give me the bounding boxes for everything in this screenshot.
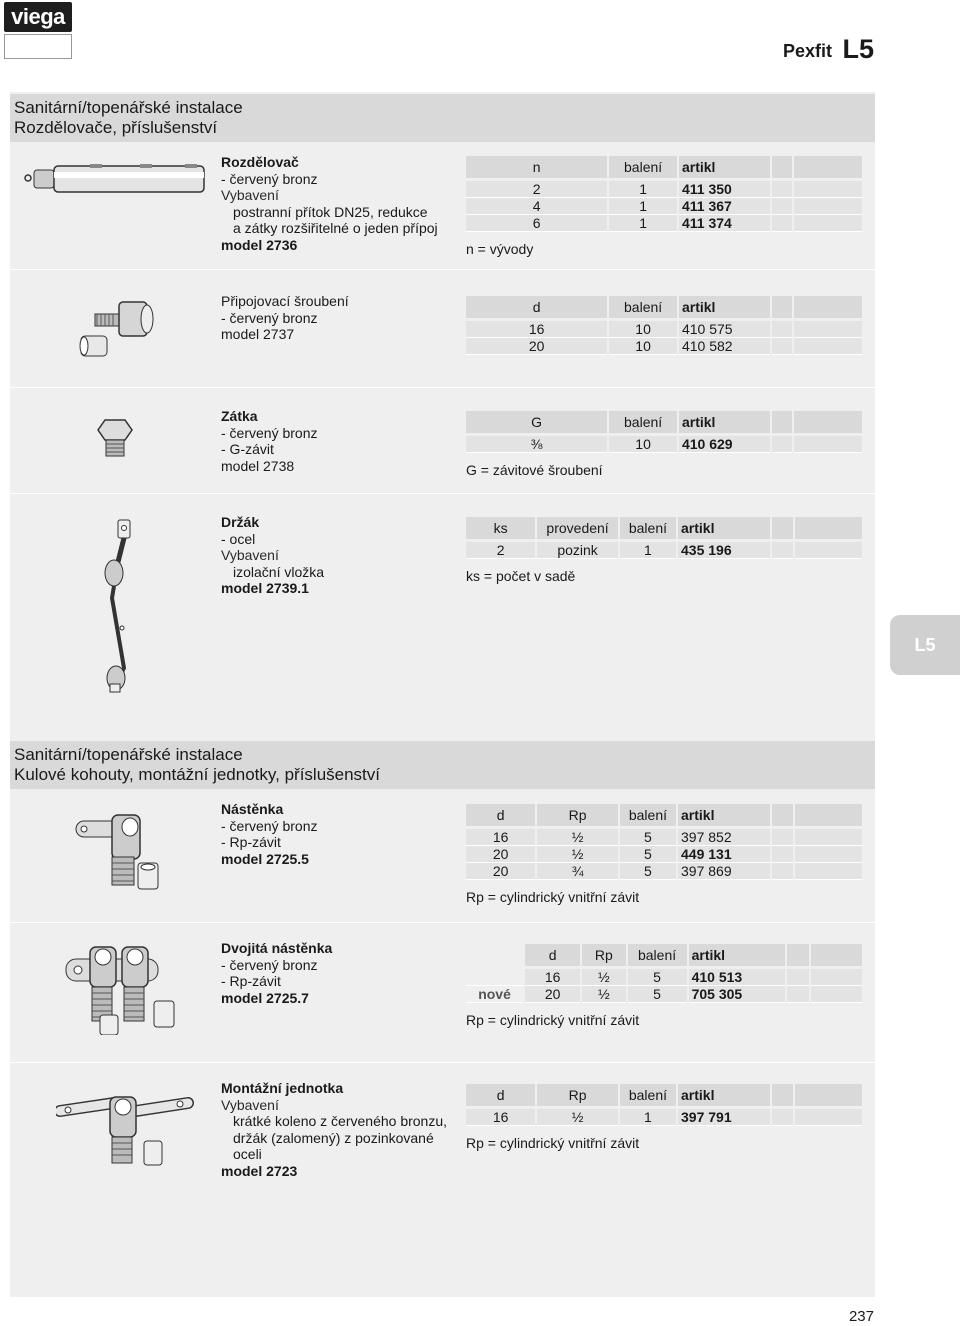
table-header-cell: d — [466, 804, 535, 826]
table-cell-empty — [772, 321, 793, 338]
product-2725-7 — [10, 923, 875, 1063]
product-material: - červený bronz — [221, 424, 318, 441]
table-row — [466, 338, 864, 355]
table-cell-empty — [772, 181, 793, 198]
table-row — [466, 181, 864, 198]
product-name: Nástěnka — [221, 801, 284, 817]
page-number: 237 — [848, 1308, 874, 1325]
table-header-cell: balení — [620, 517, 676, 539]
product-name: Připojovací šroubení — [221, 293, 349, 309]
table-row — [466, 829, 864, 846]
table-header-cell: balení — [609, 296, 677, 318]
table-cell-empty — [794, 215, 862, 232]
section-title-line2: Rozdělovače, příslušenství — [14, 118, 218, 137]
table-cell-empty — [772, 338, 793, 355]
product-material: - červený bronz — [221, 956, 318, 973]
product-note: Rp = cylindrický vnitřní závit — [466, 889, 640, 905]
chapter-tab-l5: L5 — [890, 615, 960, 675]
product-name: Rozdělovač — [221, 154, 299, 170]
table-header-row — [466, 517, 864, 539]
table-cell: 1 — [620, 1109, 676, 1126]
table-header-cell-empty — [795, 517, 862, 539]
table-header-cell-empty — [811, 944, 862, 966]
table-cell: 411 350 — [679, 181, 770, 198]
product-equipment-label: Vybavení — [221, 187, 279, 204]
table-cell: 2 — [466, 181, 607, 198]
table-row — [466, 969, 864, 986]
product-2723 — [10, 1063, 875, 1293]
table-cell-empty — [772, 542, 793, 559]
table-cell: 705 305 — [689, 986, 786, 1003]
product-note: n = vývody — [466, 241, 534, 257]
product-thread: - G-závit — [221, 441, 274, 458]
product-2736 — [10, 140, 875, 270]
table-cell: ¾ — [537, 863, 618, 880]
table-row — [466, 863, 864, 880]
product-note: Rp = cylindrický vnitřní závit — [466, 1012, 640, 1028]
product-2725-5-table — [466, 804, 864, 880]
table-header-cell: d — [525, 944, 580, 966]
table-cell-empty — [795, 542, 862, 559]
table-cell-empty — [772, 863, 793, 880]
table-cell: ½ — [582, 969, 625, 986]
viega-logo: viega — [4, 2, 72, 32]
page-header-title: Pexfit — [782, 41, 832, 61]
table-cell: 20 — [466, 338, 607, 355]
table-cell: ½ — [537, 829, 618, 846]
section-title-ball-valves — [10, 741, 875, 789]
table-header-cell: Rp — [537, 804, 618, 826]
table-row — [466, 321, 864, 338]
table-cell-empty — [794, 198, 862, 215]
table-header-cell: artikl — [678, 1084, 770, 1106]
table-header-cell: artikl — [689, 944, 786, 966]
table-cell-empty — [795, 1109, 862, 1126]
table-row — [466, 846, 864, 863]
product-equipment-line: izolační vložka — [233, 563, 325, 580]
table-header-cell-empty — [794, 411, 862, 433]
product-2739-1 — [10, 494, 875, 724]
table-cell: 10 — [609, 338, 677, 355]
product-equipment-line: držák (zalomený) z pozinkované — [233, 1129, 434, 1146]
table-cell: 16 — [466, 1109, 535, 1126]
table-cell: 1 — [609, 181, 677, 198]
table-cell: 1 — [609, 215, 677, 232]
table-cell: 10 — [609, 321, 677, 338]
product-2737-text — [221, 293, 349, 343]
table-cell: 5 — [628, 986, 687, 1003]
table-cell: 410 513 — [689, 969, 786, 986]
table-cell: ⅜ — [466, 436, 607, 453]
logo-blank-box — [4, 34, 72, 59]
product-2737-table — [466, 296, 864, 355]
table-cell: 435 196 — [678, 542, 770, 559]
table-cell: 397 791 — [678, 1109, 770, 1126]
holder-bracket-image — [94, 518, 154, 696]
product-model: model 2739.1 — [221, 580, 309, 597]
table-header-cell-empty — [772, 804, 793, 826]
table-cell: 20 — [466, 846, 535, 863]
table-header-cell-empty — [772, 411, 793, 433]
table-header-cell: d — [466, 1084, 535, 1106]
wall-plate-elbow-image — [72, 813, 172, 897]
page-header-code: L5 — [842, 34, 874, 64]
table-header-cell: d — [466, 296, 607, 318]
table-cell: 5 — [620, 829, 676, 846]
table-header-cell-empty — [772, 1084, 793, 1106]
table-row — [466, 215, 864, 232]
product-model: model 2737 — [221, 326, 295, 343]
table-cell-empty — [772, 436, 793, 453]
table-header-row — [466, 296, 864, 318]
table-cell-empty — [772, 846, 793, 863]
table-header-cell: n — [466, 156, 607, 178]
table-cell: 411 374 — [679, 215, 770, 232]
table-cell-empty — [787, 969, 809, 986]
table-cell-empty — [772, 1109, 793, 1126]
distributor-image — [20, 158, 210, 202]
section-title-distributors — [10, 94, 875, 142]
product-note: Rp = cylindrický vnitřní závit — [466, 1135, 640, 1151]
product-name: Montážní jednotka — [221, 1080, 344, 1096]
table-cell-empty — [772, 215, 793, 232]
table-cell: 5 — [628, 969, 687, 986]
product-model: model 2725.5 — [221, 850, 309, 867]
product-note: ks = počet v sadě — [466, 568, 576, 584]
product-2739-1-table — [466, 517, 864, 559]
table-header-cell-empty — [772, 156, 793, 178]
table-header-row — [466, 411, 864, 433]
table-header-cell: artikl — [678, 517, 770, 539]
product-2738-table — [466, 411, 864, 453]
table-header-cell: Rp — [537, 1084, 618, 1106]
table-row — [466, 198, 864, 215]
table-cell: ½ — [582, 986, 625, 1003]
table-cell-empty — [795, 829, 862, 846]
product-2737 — [10, 270, 875, 388]
product-2738 — [10, 388, 875, 494]
table-header-row — [466, 156, 864, 178]
product-note: G = závitové šroubení — [466, 462, 603, 478]
table-header-cell: artikl — [679, 411, 770, 433]
product-2725-5-text — [221, 801, 317, 867]
table-cell: pozink — [537, 542, 618, 559]
table-header-cell: artikl — [679, 156, 770, 178]
table-cell: ½ — [537, 1109, 618, 1126]
table-cell: 5 — [620, 863, 676, 880]
product-name: Zátka — [221, 408, 258, 424]
product-name: Dvojitá nástěnka — [221, 940, 333, 956]
table-cell-empty — [795, 863, 862, 880]
table-row — [466, 986, 864, 1003]
product-model: model 2738 — [221, 457, 295, 474]
product-equipment-line: oceli — [233, 1146, 262, 1163]
table-cell-empty — [811, 986, 862, 1003]
product-model: model 2725.7 — [221, 989, 309, 1006]
product-2736-text — [221, 154, 438, 254]
product-equipment-line: krátké koleno z červeného bronzu, — [233, 1113, 448, 1130]
table-cell: 410 575 — [679, 321, 770, 338]
mounting-unit-image — [56, 1081, 196, 1173]
union-fitting-image — [75, 292, 165, 360]
product-model: model 2723 — [221, 1162, 298, 1179]
table-cell: 1 — [620, 542, 676, 559]
table-cell: ½ — [537, 846, 618, 863]
product-equipment-label: Vybavení — [221, 547, 279, 564]
table-cell: 397 869 — [678, 863, 770, 880]
table-cell: 10 — [609, 436, 677, 453]
product-2725-5 — [10, 787, 875, 923]
product-2736-table — [466, 156, 864, 232]
table-row — [466, 542, 864, 559]
product-2738-text — [221, 408, 317, 474]
table-cell: 20 — [525, 986, 580, 1003]
table-header-cell-empty — [794, 296, 862, 318]
table-header-cell-empty — [795, 804, 862, 826]
table-row — [466, 436, 864, 453]
table-cell-empty — [794, 436, 862, 453]
product-material: - červený bronz — [221, 170, 318, 187]
table-cell-empty — [772, 829, 793, 846]
table-cell-empty — [811, 969, 862, 986]
table-header-cell-empty — [787, 944, 809, 966]
table-cell-empty — [794, 181, 862, 198]
product-2723-text — [221, 1080, 447, 1180]
table-cell: 4 — [466, 198, 607, 215]
product-material: - červený bronz — [221, 817, 318, 834]
table-header-cell-empty — [794, 156, 862, 178]
table-cell: 397 852 — [678, 829, 770, 846]
table-cell: 2 — [466, 542, 535, 559]
product-material: - ocel — [221, 530, 256, 547]
table-header-cell: balení — [609, 156, 677, 178]
table-cell: 16 — [525, 969, 580, 986]
table-cell-empty — [794, 321, 862, 338]
product-model: model 2736 — [221, 236, 298, 253]
table-header-cell: artikl — [679, 296, 770, 318]
product-2723-table — [466, 1084, 864, 1126]
table-header-cell-empty — [772, 517, 793, 539]
table-header-row — [466, 944, 864, 966]
product-equipment-line: postranní přítok DN25, redukce — [233, 203, 428, 220]
table-header-cell: provedení — [537, 517, 618, 539]
table-header-cell: ks — [466, 517, 535, 539]
table-header-cell: Rp — [582, 944, 625, 966]
table-cell-empty — [794, 338, 862, 355]
table-cell: 1 — [609, 198, 677, 215]
table-header-cell-empty — [795, 1084, 862, 1106]
product-equipment-line: a zátky rozšiřitelné o jeden přípoj — [233, 220, 438, 237]
product-material: - červený bronz — [221, 309, 318, 326]
table-cell: 20 — [466, 863, 535, 880]
new-flag — [466, 969, 523, 986]
table-cell: 6 — [466, 215, 607, 232]
section-title-line1: Sanitární/topenářské instalace — [14, 98, 243, 117]
table-cell-empty — [787, 986, 809, 1003]
table-header-cell: balení — [620, 1084, 676, 1106]
double-wall-plate-image — [60, 939, 190, 1035]
product-2725-7-text — [221, 940, 332, 1006]
table-cell: 449 131 — [678, 846, 770, 863]
table-cell: 410 582 — [679, 338, 770, 355]
product-equipment-label: Vybavení — [221, 1096, 279, 1113]
table-header-row — [466, 804, 864, 826]
product-thread: - Rp-závit — [221, 973, 281, 990]
section-title-line1: Sanitární/topenářské instalace — [14, 745, 243, 764]
table-header-cell-empty — [466, 944, 523, 966]
section-title-line2: Kulové kohouty, montážní jednotky, příslušenství — [14, 765, 381, 784]
product-name: Držák — [221, 514, 260, 530]
new-flag: nové — [466, 986, 523, 1003]
table-cell: 16 — [466, 321, 607, 338]
product-2725-7-table — [466, 944, 864, 1003]
table-cell-empty — [772, 198, 793, 215]
table-header-cell: balení — [620, 804, 676, 826]
product-thread: - Rp-závit — [221, 834, 281, 851]
table-cell: 5 — [620, 846, 676, 863]
table-header-cell: G — [466, 411, 607, 433]
table-header-cell-empty — [772, 296, 793, 318]
table-row — [466, 1109, 864, 1126]
table-cell: 410 629 — [679, 436, 770, 453]
table-header-cell: balení — [609, 411, 677, 433]
table-cell: 16 — [466, 829, 535, 846]
plug-image — [92, 416, 142, 462]
product-2739-1-text — [221, 514, 324, 597]
table-header-cell: artikl — [678, 804, 770, 826]
table-header-row — [466, 1084, 864, 1106]
table-header-cell: balení — [628, 944, 687, 966]
table-cell-empty — [795, 846, 862, 863]
table-cell: 411 367 — [679, 198, 770, 215]
